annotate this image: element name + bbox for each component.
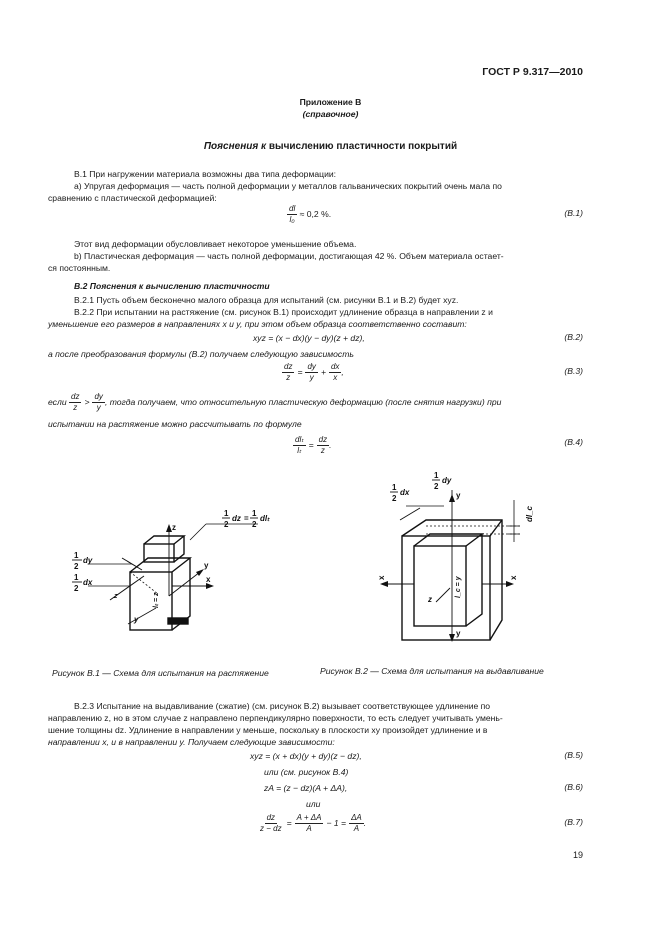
- document-id: ГОСТ Р 9.317—2010: [482, 66, 583, 78]
- svg-text:1: 1: [224, 509, 229, 518]
- fig2-dy-label: dy: [442, 476, 452, 485]
- figure-b1-caption: Рисунок В.1 — Схема для испытания на растяжение: [52, 668, 269, 678]
- section-title-part2: вычислению пластичности покрытий: [268, 141, 458, 152]
- svg-text:2: 2: [224, 520, 229, 529]
- equation-label-b2: (В.2): [564, 332, 583, 342]
- heading-b2: В.2 Пояснения к вычислению пластичности: [74, 281, 270, 291]
- paragraph-b21: В.2.1 Пусть объем бесконечно малого образца для испытаний (см. рисунки В.1 и В.2) будет xyz.: [74, 295, 459, 305]
- equation-b3: $\frac{dz}{z}$ = $\frac{dy}{y}$ + $\frac{dx}{x}$ ,: [284, 362, 344, 382]
- svg-text:1: 1: [74, 551, 79, 560]
- paragraph-b-line1: b) Пластическая деформация — часть полной деформации, достигающая 42 %. Объем материала остает-: [74, 251, 504, 261]
- svg-text:=: =: [244, 514, 249, 523]
- fig1-dx-label: dx: [83, 578, 93, 587]
- fig1-z-label: z: [172, 523, 176, 532]
- svg-text:1: 1: [74, 573, 79, 582]
- equation-b5: xyz = (x + dx)(y + dy)(z − dz),: [250, 751, 362, 761]
- paragraph-if-line2: испытании на растяжение можно рассчитывать по формуле: [48, 419, 302, 429]
- svg-text:2: 2: [434, 482, 439, 491]
- fig2-x-right-label: x: [509, 575, 518, 580]
- fig1-z-lower-label: z: [114, 593, 118, 600]
- svg-text:2: 2: [392, 494, 397, 503]
- paragraph-after-b2: а после преобразования формулы (В.2) получаем следующую зависимость: [48, 349, 354, 359]
- fig2-y-label: y: [456, 491, 461, 500]
- section-title-part1: Пояснения к: [203, 141, 267, 152]
- fig1-box-top: [130, 558, 190, 572]
- fig2-box-outer: [402, 536, 490, 640]
- paragraph-a-line1: а) Упругая деформация — часть полной деформации у металлов гальванических покрытий очень мала по: [74, 181, 502, 191]
- equation-label-b6: (В.6): [564, 782, 583, 792]
- fig2-dx-label: dx: [400, 488, 410, 497]
- paragraph-if: если $\frac{dz}{z}$ > $\frac{dy}{y}$ , тогда получаем, что относительную пластическую деформацию (после снятия нагрузки) при: [48, 392, 502, 412]
- equation-label-b3: (В.3): [564, 366, 583, 376]
- fig2-lc-label: l_c = y: [455, 576, 462, 598]
- equation-label-b1: (В.1): [564, 208, 583, 218]
- fraction: $\frac{dl}{\text{l₀}}$: [289, 204, 296, 224]
- text-or: или: [306, 799, 321, 809]
- svg-text:2: 2: [252, 520, 257, 529]
- fig2-x-left-label: x: [377, 575, 386, 580]
- paragraph-b23-line3: шение толщины dz. Удлинение в направлении y меньше, поскольку в плоскости xy произойдет удлинение и в: [48, 725, 488, 735]
- fig1-top-block: [144, 544, 174, 562]
- svg-text:2: 2: [74, 562, 79, 571]
- fig1-dz-label: dz: [232, 514, 241, 523]
- paragraph-b22-line1: В.2.2 При испытании на растяжение (см. рисунок В.1) происходит удлинение образца в направлении z и: [74, 307, 493, 317]
- svg-text:2: 2: [74, 584, 79, 593]
- equation-b7: $\frac{dz}{z - dz}$ = $\frac{A + \Delta A}{A}$ − 1 = $\frac{\Delta A}{A}$ .: [260, 813, 367, 833]
- fig1-y-lower-label: y: [134, 615, 139, 624]
- paragraph-b22-line2: уменьшение его размеров в направлениях x и y, при этом объем образца соответственно составит:: [48, 319, 467, 329]
- fig2-dlc-label: dl_c: [525, 505, 534, 522]
- paragraph-volume: Этот вид деформации обусловливает некоторое уменьшение объема.: [74, 239, 357, 249]
- fig1-x-label: x: [206, 575, 211, 584]
- fig1-y-label: y: [204, 561, 209, 570]
- fig2-y-bottom-label: y: [456, 629, 461, 638]
- figure-b2-drawing: [370, 470, 540, 650]
- fig1-bottom-block: [168, 618, 188, 624]
- svg-text:1: 1: [252, 509, 257, 518]
- paragraph-b23-line4: направлении x, и в направлении y. Получаем следующие зависимости:: [48, 737, 335, 747]
- equation-b2: xyz = (x − dx)(y − dy)(z + dz),: [253, 333, 365, 343]
- svg-text:1: 1: [434, 471, 439, 480]
- figure-b1-drawing: [60, 500, 290, 660]
- equation-label-b4: (В.4): [564, 437, 583, 447]
- equation-label-b5: (В.5): [564, 750, 583, 760]
- appendix-title: Приложение В: [299, 97, 362, 107]
- paragraph-b23-line1: В.2.3 Испытание на выдавливание (сжатие) (см. рисунок В.2) вызывает соответствующее удлинение по: [74, 701, 491, 711]
- paragraph-b-line2: ся постоянным.: [48, 263, 111, 273]
- equation-b1: $\frac{dl}{\text{l₀}}$ ≈ 0,2 %.: [289, 204, 332, 224]
- appendix-subtitle: (справочное): [302, 109, 359, 119]
- equation-b4: $\frac{\text{dlₜ}}{\text{lₜ}}$ = $\frac{dz}{z}$ .: [295, 435, 332, 455]
- paragraph-b23-line2: направлению z, но в этом случае z направлено перпендикулярно поверхности, то есть следует учитывать умень-: [48, 713, 503, 723]
- page-number: 19: [572, 850, 583, 860]
- figure-b2-caption: Рисунок В.2 — Схема для испытания на выдавливание: [320, 666, 544, 676]
- svg-text:1: 1: [392, 483, 397, 492]
- fig1-lt-label: lₜ = z: [153, 592, 160, 608]
- paragraph-b1: В.1 При нагружении материала возможны два типа деформации:: [74, 169, 337, 179]
- fig1-dy-label: dy: [83, 556, 93, 565]
- paragraph-a-line2: сравнению с пластической деформацией:: [48, 193, 217, 203]
- fig1-dl-label: dlₜ: [260, 514, 270, 523]
- equation-b6: zA = (z − dz)(A + ΔA),: [264, 783, 348, 793]
- text-or-see: или (см. рисунок В.4): [264, 767, 349, 777]
- section-title: [0, 141, 661, 152]
- equation-label-b7: (В.7): [564, 817, 583, 827]
- fig2-z-label: z: [428, 595, 432, 604]
